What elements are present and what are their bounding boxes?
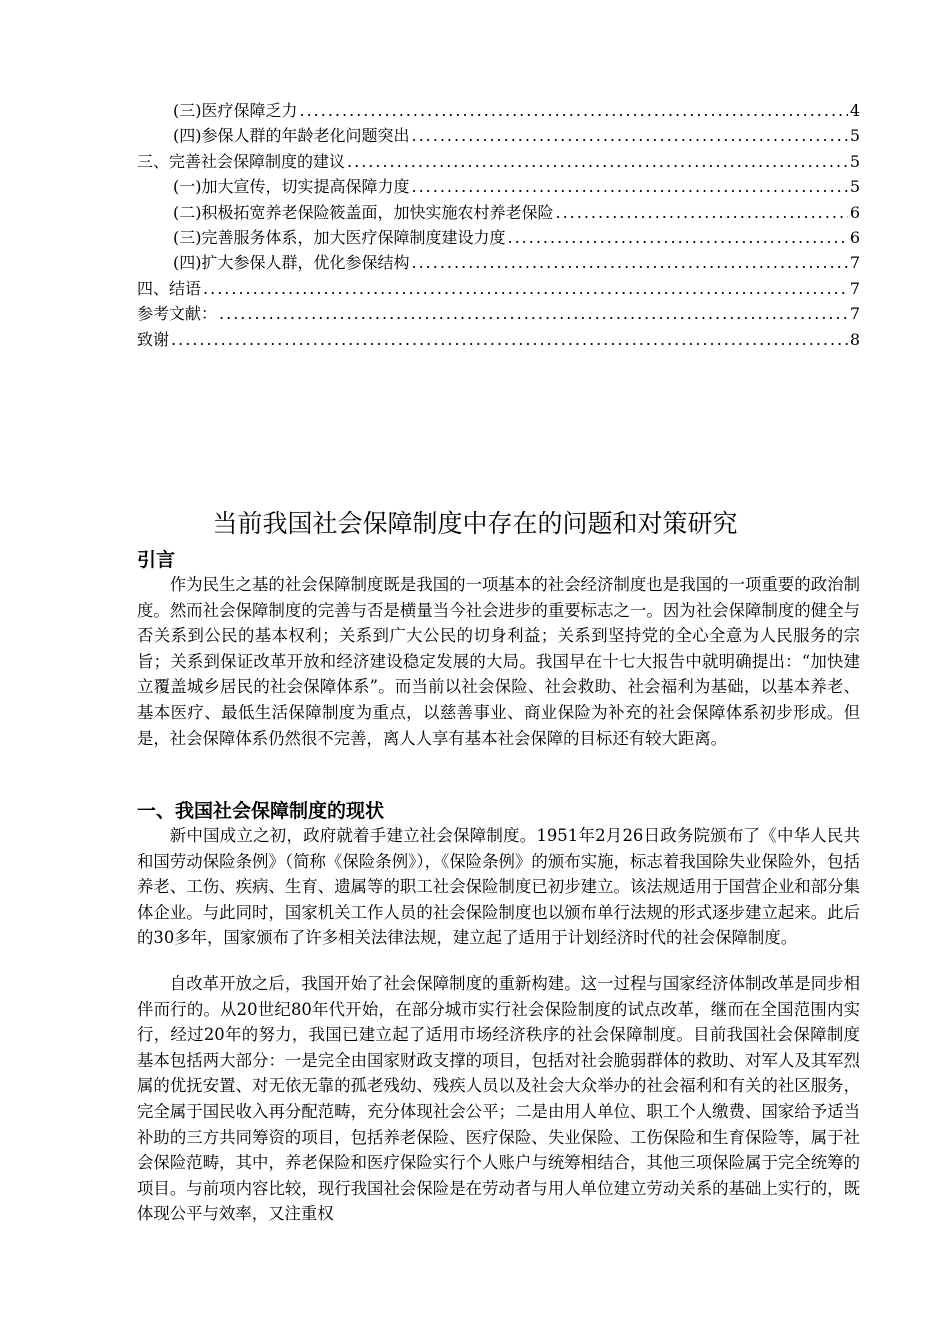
toc-entry-title: 四、结语 bbox=[137, 278, 202, 298]
toc-entry[interactable] bbox=[137, 225, 860, 250]
toc-dot-leader bbox=[412, 123, 848, 148]
toc-entry-page: 7 bbox=[849, 304, 860, 324]
intro-paragraph: 作为民生之基的社会保障制度既是我国的一项基本的社会经济制度也是我国的一项重要的政治制度。然而社会保障制度的完善与否是横量当今社会进步的重要标志之一。因为社会保障制度的健全与否关系到公民的基本权利；关系到广大公民的切身利益；关系到坚持党的全心全意为人民服务的宗旨；关系到保证改革开放和经济建设稳定发展的大局。我国早在十七大报告中就明确提出：“加快建立覆盖城乡居民的社会保障体系”。而当前以社会保险、社会救助、社会福利为基础，以基本养老、基本医疗、最低生活保障制度为重点，以慈善事业、商业保险为补充的社会保障体系初步形成。但是，社会保障体系仍然很不完善，离人人享有基本社会保障的目标还有较大距离。 bbox=[137, 575, 860, 748]
toc-dot-leader bbox=[508, 225, 848, 250]
toc-dot-leader bbox=[171, 327, 848, 352]
toc-entry-page: 5 bbox=[849, 151, 860, 171]
toc-entry-title: (四)扩大参保人群，优化参保结构 bbox=[173, 253, 410, 273]
section-heading: 一、我国社会保障制度的现状 bbox=[137, 800, 385, 822]
toc-entry[interactable] bbox=[137, 276, 860, 301]
body-paragraph: 新中国成立之初，政府就着手建立社会保障制度。1951年2月26日政务院颁布了《中华人民共和国劳动保险条例》（简称《保险条例》），《保险条例》的颁布实施，标志着我国除失业保险外，包括养老、工伤、疾病、生育、遗属等的职工社会保险制度已初步建立。该法规适用于国营企业和部分集体企业。与此同时，国家机关工作人员的社会保险制度也以颁布单行法规的形式逐步建立起来。此后的30多年，国家颁布了许多相关法律法规，建立起了适用于计划经济时代的社会保障制度。 bbox=[137, 826, 860, 948]
intro-heading: 引言 bbox=[137, 549, 176, 571]
toc-entry-page: 8 bbox=[849, 329, 860, 349]
toc-entry-title: (三)完善服务体系，加大医疗保障制度建设力度 bbox=[173, 227, 506, 247]
toc-entry[interactable] bbox=[137, 200, 860, 225]
toc-dot-leader bbox=[412, 250, 848, 275]
toc-dot-leader bbox=[556, 200, 848, 225]
toc-dot-leader bbox=[347, 149, 848, 174]
toc-dot-leader bbox=[203, 276, 848, 301]
toc-entry-title: (四)参保人群的年龄老化问题突出 bbox=[173, 126, 410, 146]
toc-entry-title: (二)积极拓宽养老保险筱盖面，加快实施农村养老保险 bbox=[173, 202, 554, 222]
toc-entry[interactable] bbox=[137, 98, 860, 123]
toc-entry-page: 4 bbox=[849, 101, 860, 120]
toc-entry[interactable] bbox=[137, 301, 860, 326]
toc-entry[interactable] bbox=[137, 327, 860, 352]
toc-entry-page: 6 bbox=[849, 227, 860, 247]
toc-entry[interactable] bbox=[137, 174, 860, 199]
toc-entry-page: 5 bbox=[849, 177, 860, 197]
toc-dot-leader bbox=[412, 174, 848, 199]
table-of-contents bbox=[137, 98, 860, 352]
toc-dot-leader bbox=[219, 301, 848, 326]
toc-entry[interactable] bbox=[137, 123, 860, 148]
toc-entry[interactable] bbox=[137, 250, 860, 275]
toc-entry-page: 7 bbox=[849, 278, 860, 298]
toc-dot-leader bbox=[300, 98, 848, 123]
toc-entry-title: 三、完善社会保障制度的建议 bbox=[137, 151, 346, 171]
toc-entry-title: (一)加大宣传，切实提高保障力度 bbox=[173, 177, 410, 197]
toc-entry-title: (三)医疗保障乏力 bbox=[173, 101, 298, 120]
toc-entry-title: 参考文献： bbox=[137, 304, 218, 324]
toc-entry-page: 5 bbox=[849, 126, 860, 146]
toc-entry-page: 6 bbox=[849, 202, 860, 222]
toc-entry[interactable] bbox=[137, 149, 860, 174]
body-paragraph: 自改革开放之后，我国开始了社会保障制度的重新构建。这一过程与国家经济体制改革是同步相伴而行的。从20世纪80年代开始，在部分城市实行社会保险制度的试点改革，继而在全国范围内实行，经过20年的努力，我国已建立起了适用市场经济秩序的社会保障制度。目前我国社会保障制度基本包括两大部分：一是完全由国家财政支撑的项目，包括对社会脆弱群体的救助、对军人及其军烈属的优抚安置、对无依无靠的孤老残幼、残疾人员以及社会大众举办的社会福利和有关的社区服务，完全属于国民收入再分配范畴，充分体现社会公平；二是由用人单位、职工个人缴费、国家给予适当补助的三方共同筹资的项目，包括养老保险、医疗保险、失业保险、工伤保险和生育保险等，属于社会保险范畴，其中，养老保险和医疗保险实行个人账户与统筹相结合，其他三项保险属于完全统筹的项目。与前项内容比较，现行我国社会保险是在劳动者与用人单位建立劳动关系的基础上实行的，既体现公平与效率，又注重权 bbox=[137, 974, 860, 1224]
toc-entry-page: 7 bbox=[849, 253, 860, 273]
toc-entry-title: 致谢 bbox=[137, 329, 170, 349]
document-title: 当前我国社会保障制度中存在的问题和对策研究 bbox=[212, 509, 738, 538]
